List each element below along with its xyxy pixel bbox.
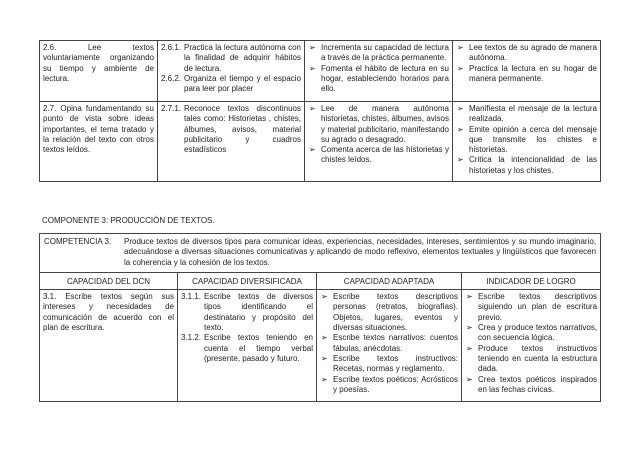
dcn-cell xyxy=(40,290,178,402)
diversificada-cell xyxy=(178,290,317,402)
bullet-list xyxy=(308,104,449,166)
list-item: ➢ Lee textos de su agrado de manera autónoma. xyxy=(456,43,597,64)
list-item: ➢ Escribe textos poéticos: Acrósticos y poesías. xyxy=(320,375,458,396)
table-row xyxy=(40,41,601,102)
bullet-list xyxy=(308,43,449,94)
list-item: ➢ Manifiesta el mensaje de la lectura realizada. xyxy=(456,104,597,125)
dcn-text: 2.6. Lee textos voluntariamente organizando su tiempo y ambiente de lectura. xyxy=(43,43,154,83)
competencia-text: Produce textos de diversos tipos para comunicar ideas, experiencias, necesidades, intereses, sentimientos y su mundo imaginario, adecuándose a diversas situaciones comunicativas y aplicando de modo reflexivo, elementos textuales y lingüísticos que favorecen la coherencia y la cohesión de los textos. xyxy=(124,237,597,267)
list-item: ➢ Practica la lectura en su hogar de manera permanente. xyxy=(456,64,597,85)
bullet-list xyxy=(320,292,458,395)
sub-capacity-number: 2.6.2. xyxy=(161,73,182,83)
list-item: ➢ Escribe textos descriptivos siguiendo un plan de escritura previo. xyxy=(465,292,597,323)
sub-capacity-text: Organiza el tiempo y el espacio para leer por placer xyxy=(184,73,301,94)
table-row xyxy=(40,102,601,182)
list-item: ➢ Critica la intencionalidad de las historietas y los chistes. xyxy=(456,155,597,176)
sub-capacity xyxy=(181,292,313,333)
list-item: ➢ Crea y produce textos narrativos, con secuencia lógica. xyxy=(465,323,597,344)
column-header: CAPACIDAD DEL DCN xyxy=(40,272,178,289)
adaptada-cell xyxy=(305,102,453,182)
list-item: ➢ Escribe textos descriptivos personas (retratos, biografías). Objetos, lugares, eventos y diversas situaciones. xyxy=(320,292,458,333)
indicador-cell xyxy=(453,41,601,102)
list-item: ➢ Incrementa su capacidad de lectura a través de la práctica permanente. xyxy=(308,43,449,64)
competencia-row xyxy=(40,234,601,273)
list-item: ➢ Produce textos instructivos teniendo en cuenta la estructura dada. xyxy=(465,344,597,375)
header-row xyxy=(40,272,601,289)
sub-capacity-text: Reconoce textos discontinuos tales como: Historietas , chistes, álbumes, avisos, material publicitario y cuadros estadísticos xyxy=(184,104,301,155)
sub-capacity-number: 2.6.1. xyxy=(161,43,182,52)
list-item: ➢ Escribe textos narrativos: cuentos fábulas, anécdotas. xyxy=(320,333,458,354)
column-header: CAPACIDAD DIVERSIFICADA xyxy=(178,272,317,289)
sub-capacity xyxy=(181,333,313,364)
list-item: ➢ Fomenta el hábito de lectura en su hogar, estableciendo horarios para ello. xyxy=(308,64,449,95)
indicador-cell xyxy=(453,102,601,182)
sub-capacity xyxy=(161,74,301,95)
indicador-cell xyxy=(462,290,601,402)
list-item: ➢ Emite opinión a cerca del mensaje que transmite los chistes e historietas. xyxy=(456,125,597,156)
list-item: ➢ Lee de manera autónoma historietas, chistes, álbumes, avisos y material publicitario, manifestando su agrado o desagrado. xyxy=(308,104,449,145)
list-item: ➢ Escribe textos instructivos: Recetas, normas y reglamento. xyxy=(320,354,458,375)
capacities-table-2 xyxy=(39,233,601,402)
list-item: ➢ Comenta acerca de las historietas y chistes leídos. xyxy=(308,145,449,166)
column-header: INDICADOR DE LOGRO xyxy=(462,272,601,289)
sub-capacity-text: Escribe textos de diversos tipos identificando el destinatario y propósito del texto. xyxy=(204,292,313,333)
list-item: ➢ Crea textos poéticos inspirados en las fechas cívicas. xyxy=(465,375,597,396)
dcn-text: 3.1. Escribe textos según sus intereses y necesidades de comunicación de acuerdo con el plan de escritura. xyxy=(43,292,174,333)
diversificada-cell xyxy=(158,41,305,102)
sub-capacity-number: 3.1.1. xyxy=(181,292,202,302)
sub-capacity-text: Practica la lectura autónoma con la finalidad de adquirir hábitos de lectura. xyxy=(184,43,301,73)
sub-capacity-number: 3.1.2. xyxy=(181,333,202,343)
competencia-cell xyxy=(40,234,601,273)
dcn-cell xyxy=(40,102,158,182)
bullet-list xyxy=(456,104,597,176)
sub-capacity xyxy=(161,43,301,74)
sub-capacity xyxy=(161,104,301,155)
dcn-cell xyxy=(40,41,158,102)
component-title: COMPONENTE 3: PRODUCCIÓN DE TEXTOS. xyxy=(42,216,215,225)
dcn-text: 2.7. Opina fundamentando su punto de vista sobre ideas importantes, el tema tratado y la relación del texto con otros textos leídos. xyxy=(43,104,154,155)
sub-capacity-number: 2.7.1. xyxy=(161,104,182,113)
adaptada-cell xyxy=(317,290,462,402)
column-header: CAPACIDAD ADAPTADA xyxy=(317,272,462,289)
bullet-list xyxy=(465,292,597,395)
diversificada-cell xyxy=(158,102,305,182)
sub-capacity-text: Escribe textos teniendo en cuenta el tiempo verbal (presente, pasado y futuro. xyxy=(204,333,313,363)
bullet-list xyxy=(456,43,597,84)
table-row xyxy=(40,290,601,402)
capacities-table-1 xyxy=(39,40,601,182)
competencia-label: COMPETENCIA 3. xyxy=(44,237,112,246)
adaptada-cell xyxy=(305,41,453,102)
